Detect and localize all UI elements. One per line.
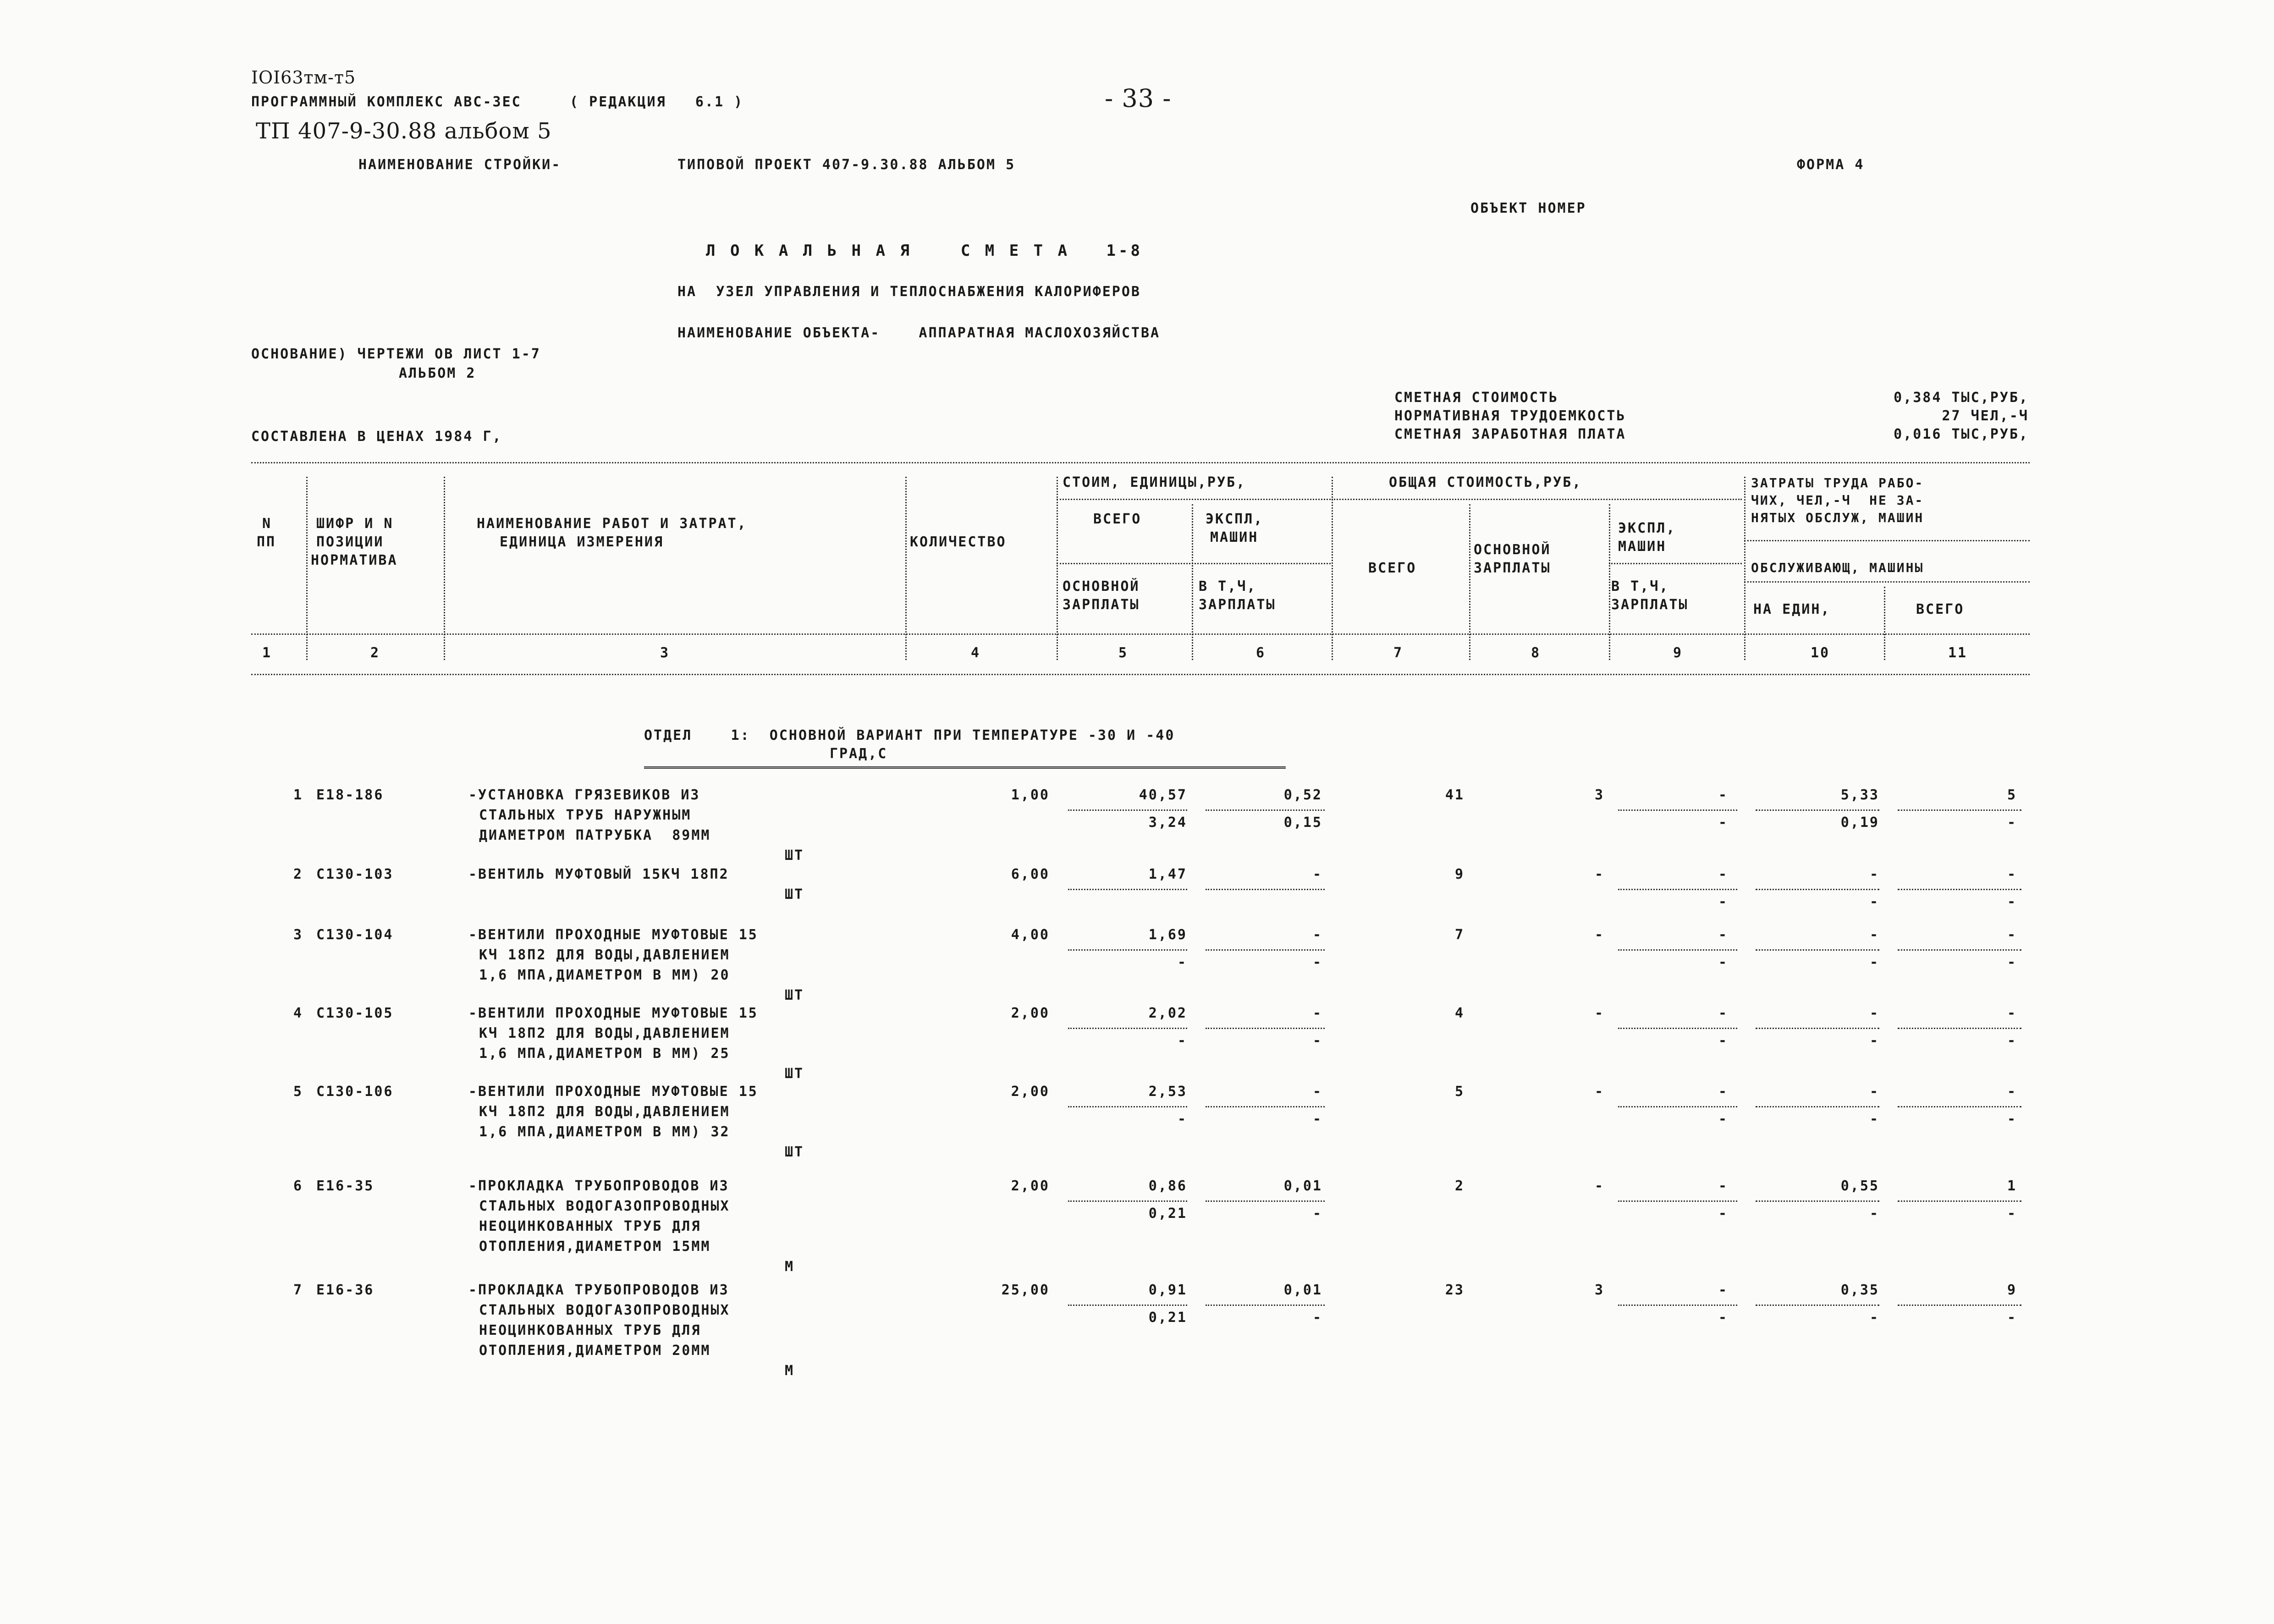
row-total-expl-rule xyxy=(1618,889,1737,890)
row-unit-basic: 0,21 xyxy=(1148,1206,1187,1222)
row-unit-incl: - xyxy=(1312,1111,1322,1127)
hdr-unit-basic-2: ЗАРПЛАТЫ xyxy=(1063,597,1140,613)
row-name-line: ОТОПЛЕНИЯ,ДИАМЕТРОМ 20ММ xyxy=(479,1343,711,1359)
row-labor-total-2: - xyxy=(2007,1310,2017,1326)
row-labor-total-rule xyxy=(1898,1028,2021,1029)
row-unit-basic: - xyxy=(1177,1033,1187,1049)
hdr-total-incl-1: В Т,Ч, xyxy=(1611,578,1669,595)
row-labor-unit: 0,35 xyxy=(1840,1282,1879,1298)
row-unit-rule xyxy=(1068,809,1187,811)
hdr-quantity: КОЛИЧЕСТВО xyxy=(910,534,1007,550)
row-labor-total-2: - xyxy=(2007,954,2017,970)
hdr-labor-sub: ОБСЛУЖИВАЮЩ, МАШИНЫ xyxy=(1751,560,1924,575)
row-code: Е16-35 xyxy=(316,1178,374,1194)
summary-value-labor: 27 ЧЕЛ,-Ч xyxy=(1942,408,2029,424)
row-labor-total: - xyxy=(2007,866,2017,882)
summary-value-wages: 0,016 ТЫС,РУБ, xyxy=(1894,426,2029,442)
row-total-incl: - xyxy=(1718,1111,1728,1127)
row-labor-total: - xyxy=(2007,1084,2017,1100)
hdr-code-3: НОРМАТИВА xyxy=(311,552,398,568)
row-unit-incl: - xyxy=(1312,1310,1322,1326)
hdr-n-2: ПП xyxy=(257,534,276,550)
row-unit-expl: 0,52 xyxy=(1283,787,1322,803)
row-quantity: 4,00 xyxy=(1011,927,1050,943)
row-name-line: -ВЕНТИЛЬ МУФТОВЫЙ 15КЧ 18П2 xyxy=(468,866,729,882)
hdr-name-2: ЕДИНИЦА ИЗМЕРЕНИЯ xyxy=(500,534,664,550)
row-expl-rule xyxy=(1206,1305,1325,1306)
hdr-labor-2: ЧИХ, ЧЕЛ,-Ч НЕ ЗА- xyxy=(1751,493,1924,508)
row-total-expl-rule xyxy=(1618,1200,1737,1202)
row-unit: ШТ xyxy=(785,848,804,864)
hdr-total-expl-1: ЭКСПЛ, xyxy=(1618,520,1676,536)
hdr-total-expl-2: МАШИН xyxy=(1618,539,1667,555)
row-unit-total: 2,53 xyxy=(1148,1084,1187,1100)
row-labor-unit-2: - xyxy=(1869,954,1879,970)
summary-label-labor: НОРМАТИВНАЯ ТРУДОЕМКОСТЬ xyxy=(1394,408,1626,424)
row-total-expl: - xyxy=(1718,1178,1728,1194)
colnum-6: 6 xyxy=(1256,645,1266,661)
col-divider-5 xyxy=(1192,504,1193,660)
colnum-2: 2 xyxy=(370,645,380,661)
section-title-line2: ГРАД,С xyxy=(830,746,888,762)
row-expl-rule xyxy=(1206,1028,1325,1029)
row-unit-total: 0,91 xyxy=(1148,1282,1187,1298)
hdr-total-all: ВСЕГО xyxy=(1368,560,1417,576)
row-unit: ШТ xyxy=(785,1144,804,1160)
row-code: Е16-36 xyxy=(316,1282,374,1298)
row-total-expl: - xyxy=(1718,1084,1728,1100)
row-total-basic: 3 xyxy=(1594,787,1604,803)
hdr-unit-incl-1: В Т,Ч, xyxy=(1199,578,1257,595)
row-total-expl: - xyxy=(1718,787,1728,803)
row-labor-unit-rule xyxy=(1756,1028,1879,1029)
row-unit: ШТ xyxy=(785,886,804,903)
row-number: 5 xyxy=(293,1084,303,1100)
row-quantity: 6,00 xyxy=(1011,866,1050,882)
hdr-unit-incl-2: ЗАРПЛАТЫ xyxy=(1199,597,1276,613)
row-name-line: СТАЛЬНЫХ ВОДОГАЗОПРОВОДНЫХ xyxy=(479,1302,730,1318)
row-total-basic: - xyxy=(1594,1178,1604,1194)
row-labor-unit-rule xyxy=(1756,1200,1879,1202)
row-unit-incl: 0,15 xyxy=(1283,815,1322,831)
row-labor-total-rule xyxy=(1898,949,2021,951)
row-unit-total: 1,69 xyxy=(1148,927,1187,943)
row-total-expl: - xyxy=(1718,1005,1728,1021)
hdr-unit-basic-1: ОСНОВНОЙ xyxy=(1063,578,1140,595)
row-total: 4 xyxy=(1454,1005,1465,1021)
labor-subrule-2 xyxy=(1744,581,2030,583)
row-labor-unit-rule xyxy=(1756,889,1879,890)
row-unit-incl: - xyxy=(1312,1033,1322,1049)
colnum-7: 7 xyxy=(1393,645,1404,661)
colnum-8: 8 xyxy=(1531,645,1541,661)
hdr-code-1: ШИФР И N xyxy=(316,516,394,532)
hdr-labor-1: ЗАТРАТЫ ТРУДА РАБО- xyxy=(1751,475,1924,490)
row-expl-rule xyxy=(1206,1200,1325,1202)
col-divider-8 xyxy=(1609,504,1610,660)
row-labor-unit: 5,33 xyxy=(1840,787,1879,803)
row-unit-total: 1,47 xyxy=(1148,866,1187,882)
labor-subrule xyxy=(1744,540,2030,541)
col-divider-7 xyxy=(1469,504,1470,660)
row-unit-basic: - xyxy=(1177,954,1187,970)
row-name-line: КЧ 18П2 ДЛЯ ВОДЫ,ДАВЛЕНИЕМ xyxy=(479,1025,730,1041)
row-unit-rule xyxy=(1068,949,1187,951)
row-total-incl: - xyxy=(1718,815,1728,831)
row-unit-incl: - xyxy=(1312,954,1322,970)
row-total-expl-rule xyxy=(1618,1106,1737,1107)
construction-name-label: НАИМЕНОВАНИЕ СТРОЙКИ- xyxy=(358,157,562,173)
prices-basis: СОСТАВЛЕНА В ЦЕНАХ 1984 Г, xyxy=(251,429,502,445)
hdr-code-2: ПОЗИЦИИ xyxy=(316,534,384,550)
row-unit-rule xyxy=(1068,1028,1187,1029)
row-name-line: 1,6 МПА,ДИАМЕТРОМ В ММ) 25 xyxy=(479,1046,730,1062)
row-total-expl: - xyxy=(1718,927,1728,943)
row-total: 9 xyxy=(1454,866,1465,882)
summary-label-cost: СМЕТНАЯ СТОИМОСТЬ xyxy=(1394,390,1559,406)
row-labor-total-rule xyxy=(1898,889,2021,890)
total-cost-subrule xyxy=(1332,499,1742,500)
hdr-total-basic-1: ОСНОВНОЙ xyxy=(1474,542,1551,558)
row-unit-expl: - xyxy=(1312,927,1322,943)
row-total-expl-rule xyxy=(1618,1028,1737,1029)
row-labor-total: 5 xyxy=(2007,787,2017,803)
row-quantity: 2,00 xyxy=(1011,1005,1050,1021)
summary-value-cost: 0,384 ТЫС,РУБ, xyxy=(1894,390,2029,406)
row-number: 1 xyxy=(293,787,303,803)
row-labor-unit: - xyxy=(1869,1084,1879,1100)
section-title-line1: ОТДЕЛ 1: ОСНОВНОЙ ВАРИАНТ ПРИ ТЕМПЕРАТУРЕ -30 И -40 xyxy=(644,727,1175,743)
colnum-9: 9 xyxy=(1673,645,1683,661)
row-unit-basic: 3,24 xyxy=(1148,815,1187,831)
row-number: 6 xyxy=(293,1178,303,1194)
colnum-1: 1 xyxy=(262,645,272,661)
summary-label-wages: СМЕТНАЯ ЗАРАБОТНАЯ ПЛАТА xyxy=(1394,426,1626,442)
row-labor-total: 1 xyxy=(2007,1178,2017,1194)
colnum-3: 3 xyxy=(660,645,670,661)
row-labor-unit-rule xyxy=(1756,949,1879,951)
row-total-expl-rule xyxy=(1618,1305,1737,1306)
row-code: С130-105 xyxy=(316,1005,394,1021)
row-total-expl: - xyxy=(1718,866,1728,882)
row-unit: М xyxy=(785,1259,795,1275)
construction-name-value: ТИПОВОЙ ПРОЕКТ 407-9.30.88 АЛЬБОМ 5 xyxy=(677,157,1016,173)
row-name-line: ДИАМЕТРОМ ПАТРУБКА 89ММ xyxy=(479,827,711,843)
row-quantity: 25,00 xyxy=(1001,1282,1050,1298)
hdr-labor-total: ВСЕГО xyxy=(1916,601,1965,617)
row-labor-unit-2: - xyxy=(1869,1310,1879,1326)
hdr-labor-3: НЯТЫХ ОБСЛУЖ, МАШИН xyxy=(1751,510,1924,525)
row-name-line: -ВЕНТИЛИ ПРОХОДНЫЕ МУФТОВЫЕ 15 xyxy=(468,927,758,943)
row-expl-rule xyxy=(1206,949,1325,951)
row-unit-rule xyxy=(1068,1106,1187,1107)
object-name: НАИМЕНОВАНИЕ ОБЪЕКТА- АППАРАТНАЯ МАСЛОХОЗЯЙСТВА xyxy=(677,325,1161,341)
row-name-line: -ВЕНТИЛИ ПРОХОДНЫЕ МУФТОВЫЕ 15 xyxy=(468,1005,758,1021)
row-total-basic: 3 xyxy=(1594,1282,1604,1298)
colnum-4: 4 xyxy=(971,645,981,661)
row-unit: ШТ xyxy=(785,1066,804,1082)
row-labor-unit-rule xyxy=(1756,809,1879,811)
row-code: Е18-186 xyxy=(316,787,384,803)
hdr-unit-cost-group: СТОИМ, ЕДИНИЦЫ,РУБ, xyxy=(1063,474,1246,490)
total-expl-subrule xyxy=(1609,563,1742,564)
colnum-11: 11 xyxy=(1948,645,1968,661)
row-labor-unit-2: - xyxy=(1869,1033,1879,1049)
section-underline xyxy=(644,766,1286,769)
header-top-rule xyxy=(251,462,2030,463)
row-expl-rule xyxy=(1206,1106,1325,1107)
row-total: 7 xyxy=(1454,927,1465,943)
hdr-unit-total: ВСЕГО xyxy=(1093,511,1142,527)
col-divider-6 xyxy=(1332,477,1333,660)
row-labor-total-2: - xyxy=(2007,1033,2017,1049)
row-total: 2 xyxy=(1454,1178,1465,1194)
col-divider-9 xyxy=(1744,477,1745,660)
row-total: 23 xyxy=(1445,1282,1465,1298)
row-labor-total: - xyxy=(2007,927,2017,943)
row-total: 41 xyxy=(1445,787,1465,803)
form-label: ФОРМА 4 xyxy=(1797,157,1865,173)
row-code: С130-106 xyxy=(316,1084,394,1100)
row-number: 4 xyxy=(293,1005,303,1021)
row-expl-rule xyxy=(1206,889,1325,890)
row-number: 7 xyxy=(293,1282,303,1298)
row-unit: М xyxy=(785,1363,795,1379)
row-labor-total: 9 xyxy=(2007,1282,2017,1298)
row-name-line: ОТОПЛЕНИЯ,ДИАМЕТРОМ 15ММ xyxy=(479,1239,711,1255)
row-labor-total-rule xyxy=(1898,1106,2021,1107)
row-code: С130-104 xyxy=(316,927,394,943)
row-labor-unit: - xyxy=(1869,1005,1879,1021)
row-total-basic: - xyxy=(1594,866,1604,882)
hdr-n-1: N xyxy=(262,516,272,532)
row-labor-unit: - xyxy=(1869,927,1879,943)
row-labor-total-rule xyxy=(1898,809,2021,811)
row-total-incl: - xyxy=(1718,954,1728,970)
row-total-expl-rule xyxy=(1618,949,1737,951)
estimate-subject: НА УЗЕЛ УПРАВЛЕНИЯ И ТЕПЛОСНАБЖЕНИЯ КАЛОРИФЕРОВ xyxy=(677,284,1141,300)
row-expl-rule xyxy=(1206,809,1325,811)
page-number: - 33 - xyxy=(1105,84,1172,113)
row-name-line: НЕОЦИНКОВАННЫХ ТРУБ ДЛЯ xyxy=(479,1322,701,1338)
row-unit-rule xyxy=(1068,889,1187,890)
row-labor-unit-rule xyxy=(1756,1305,1879,1306)
row-total-expl-rule xyxy=(1618,809,1737,811)
row-labor-unit-rule xyxy=(1756,1106,1879,1107)
row-name-line: СТАЛЬНЫХ ВОДОГАЗОПРОВОДНЫХ xyxy=(479,1198,730,1214)
row-name-line: СТАЛЬНЫХ ТРУБ НАРУЖНЫМ xyxy=(479,807,692,823)
row-quantity: 1,00 xyxy=(1011,787,1050,803)
row-unit: ШТ xyxy=(785,987,804,1003)
row-unit-expl: 0,01 xyxy=(1283,1282,1322,1298)
row-unit-rule xyxy=(1068,1200,1187,1202)
hdr-total-cost-group: ОБЩАЯ СТОИМОСТЬ,РУБ, xyxy=(1389,474,1582,490)
col-divider-10 xyxy=(1884,587,1885,660)
row-total-basic: - xyxy=(1594,927,1604,943)
row-total: 5 xyxy=(1454,1084,1465,1100)
row-unit-expl: - xyxy=(1312,1005,1322,1021)
row-labor-total: - xyxy=(2007,1005,2017,1021)
row-number: 3 xyxy=(293,927,303,943)
hdr-name-1: НАИМЕНОВАНИЕ РАБОТ И ЗАТРАТ, xyxy=(477,516,747,532)
estimate-title: Л О К А Л Ь Н А Я С М Е Т А 1-8 xyxy=(706,242,1143,260)
row-total-incl: - xyxy=(1718,1310,1728,1326)
row-labor-total-2: - xyxy=(2007,815,2017,831)
row-total-basic: - xyxy=(1594,1005,1604,1021)
unit-cost-subrule xyxy=(1057,499,1331,500)
program-line: ПРОГРАММНЫЙ КОМПЛЕКС АВС-ЗЕС ( РЕДАКЦИЯ 6.1 ) xyxy=(251,94,744,110)
col-divider-2 xyxy=(444,477,445,660)
row-labor-total-2: - xyxy=(2007,1111,2017,1127)
col-divider-4 xyxy=(1057,477,1058,660)
row-name-line: 1,6 МПА,ДИАМЕТРОМ В ММ) 20 xyxy=(479,967,730,983)
row-labor-total-2: - xyxy=(2007,1206,2017,1222)
row-total-incl: - xyxy=(1718,894,1728,910)
row-name-line: 1,6 МПА,ДИАМЕТРОМ В ММ) 32 xyxy=(479,1124,730,1140)
basis-line-2: АЛЬБОМ 2 xyxy=(399,365,476,381)
row-quantity: 2,00 xyxy=(1011,1084,1050,1100)
row-labor-unit: - xyxy=(1869,866,1879,882)
unit-cost-subrule-2 xyxy=(1057,563,1331,564)
row-name-line: НЕОЦИНКОВАННЫХ ТРУБ ДЛЯ xyxy=(479,1218,701,1234)
row-unit-expl: - xyxy=(1312,866,1322,882)
hdr-total-basic-2: ЗАРПЛАТЫ xyxy=(1474,560,1551,576)
object-number-label: ОБЪЕКТ НОМЕР xyxy=(1470,200,1586,216)
col-divider-1 xyxy=(306,477,308,660)
row-labor-unit-2: - xyxy=(1869,894,1879,910)
col-divider-3 xyxy=(905,477,907,660)
row-total-incl: - xyxy=(1718,1033,1728,1049)
row-unit-total: 2,02 xyxy=(1148,1005,1187,1021)
row-number: 2 xyxy=(293,866,303,882)
row-unit-incl: - xyxy=(1312,1206,1322,1222)
row-name-line: КЧ 18П2 ДЛЯ ВОДЫ,ДАВЛЕНИЕМ xyxy=(479,947,730,963)
row-labor-unit: 0,55 xyxy=(1840,1178,1879,1194)
row-unit-rule xyxy=(1068,1305,1187,1306)
row-name-line: -ПРОКЛАДКА ТРУБОПРОВОДОВ ИЗ xyxy=(468,1282,729,1298)
document-code: IOI63тм-т5 xyxy=(251,67,356,88)
row-quantity: 2,00 xyxy=(1011,1178,1050,1194)
row-code: С130-103 xyxy=(316,866,394,882)
row-total-expl: - xyxy=(1718,1282,1728,1298)
row-unit-expl: 0,01 xyxy=(1283,1178,1322,1194)
hdr-unit-expl-2: МАШИН xyxy=(1210,529,1259,545)
row-name-line: -ПРОКЛАДКА ТРУБОПРОВОДОВ ИЗ xyxy=(468,1178,729,1194)
hdr-labor-unit: НА ЕДИН, xyxy=(1753,601,1831,617)
row-unit-expl: - xyxy=(1312,1084,1322,1100)
colnum-5: 5 xyxy=(1118,645,1129,661)
row-name-line: -УСТАНОВКА ГРЯЗЕВИКОВ ИЗ xyxy=(468,787,700,803)
row-labor-total-rule xyxy=(1898,1305,2021,1306)
colnum-bottom-rule xyxy=(251,674,2030,675)
row-name-line: -ВЕНТИЛИ ПРОХОДНЫЕ МУФТОВЫЕ 15 xyxy=(468,1084,758,1100)
row-labor-unit-2: - xyxy=(1869,1206,1879,1222)
row-total-basic: - xyxy=(1594,1084,1604,1100)
header-bottom-rule xyxy=(251,633,2030,635)
hdr-total-incl-2: ЗАРПЛАТЫ xyxy=(1611,597,1689,613)
hdr-unit-expl-1: ЭКСПЛ, xyxy=(1206,511,1264,527)
colnum-10: 10 xyxy=(1811,645,1830,661)
row-labor-unit-2: - xyxy=(1869,1111,1879,1127)
row-labor-unit-2: 0,19 xyxy=(1840,815,1879,831)
row-total-incl: - xyxy=(1718,1206,1728,1222)
row-unit-basic: - xyxy=(1177,1111,1187,1127)
basis-line-1: ОСНОВАНИЕ) ЧЕРТЕЖИ ОВ ЛИСТ 1-7 xyxy=(251,346,541,362)
row-unit-total: 0,86 xyxy=(1148,1178,1187,1194)
row-unit-total: 40,57 xyxy=(1139,787,1187,803)
project-handwritten: ТП 407-9-30.88 альбом 5 xyxy=(256,118,552,144)
row-unit-basic: 0,21 xyxy=(1148,1310,1187,1326)
row-name-line: КЧ 18П2 ДЛЯ ВОДЫ,ДАВЛЕНИЕМ xyxy=(479,1104,730,1120)
row-labor-total-rule xyxy=(1898,1200,2021,1202)
row-labor-total-2: - xyxy=(2007,894,2017,910)
